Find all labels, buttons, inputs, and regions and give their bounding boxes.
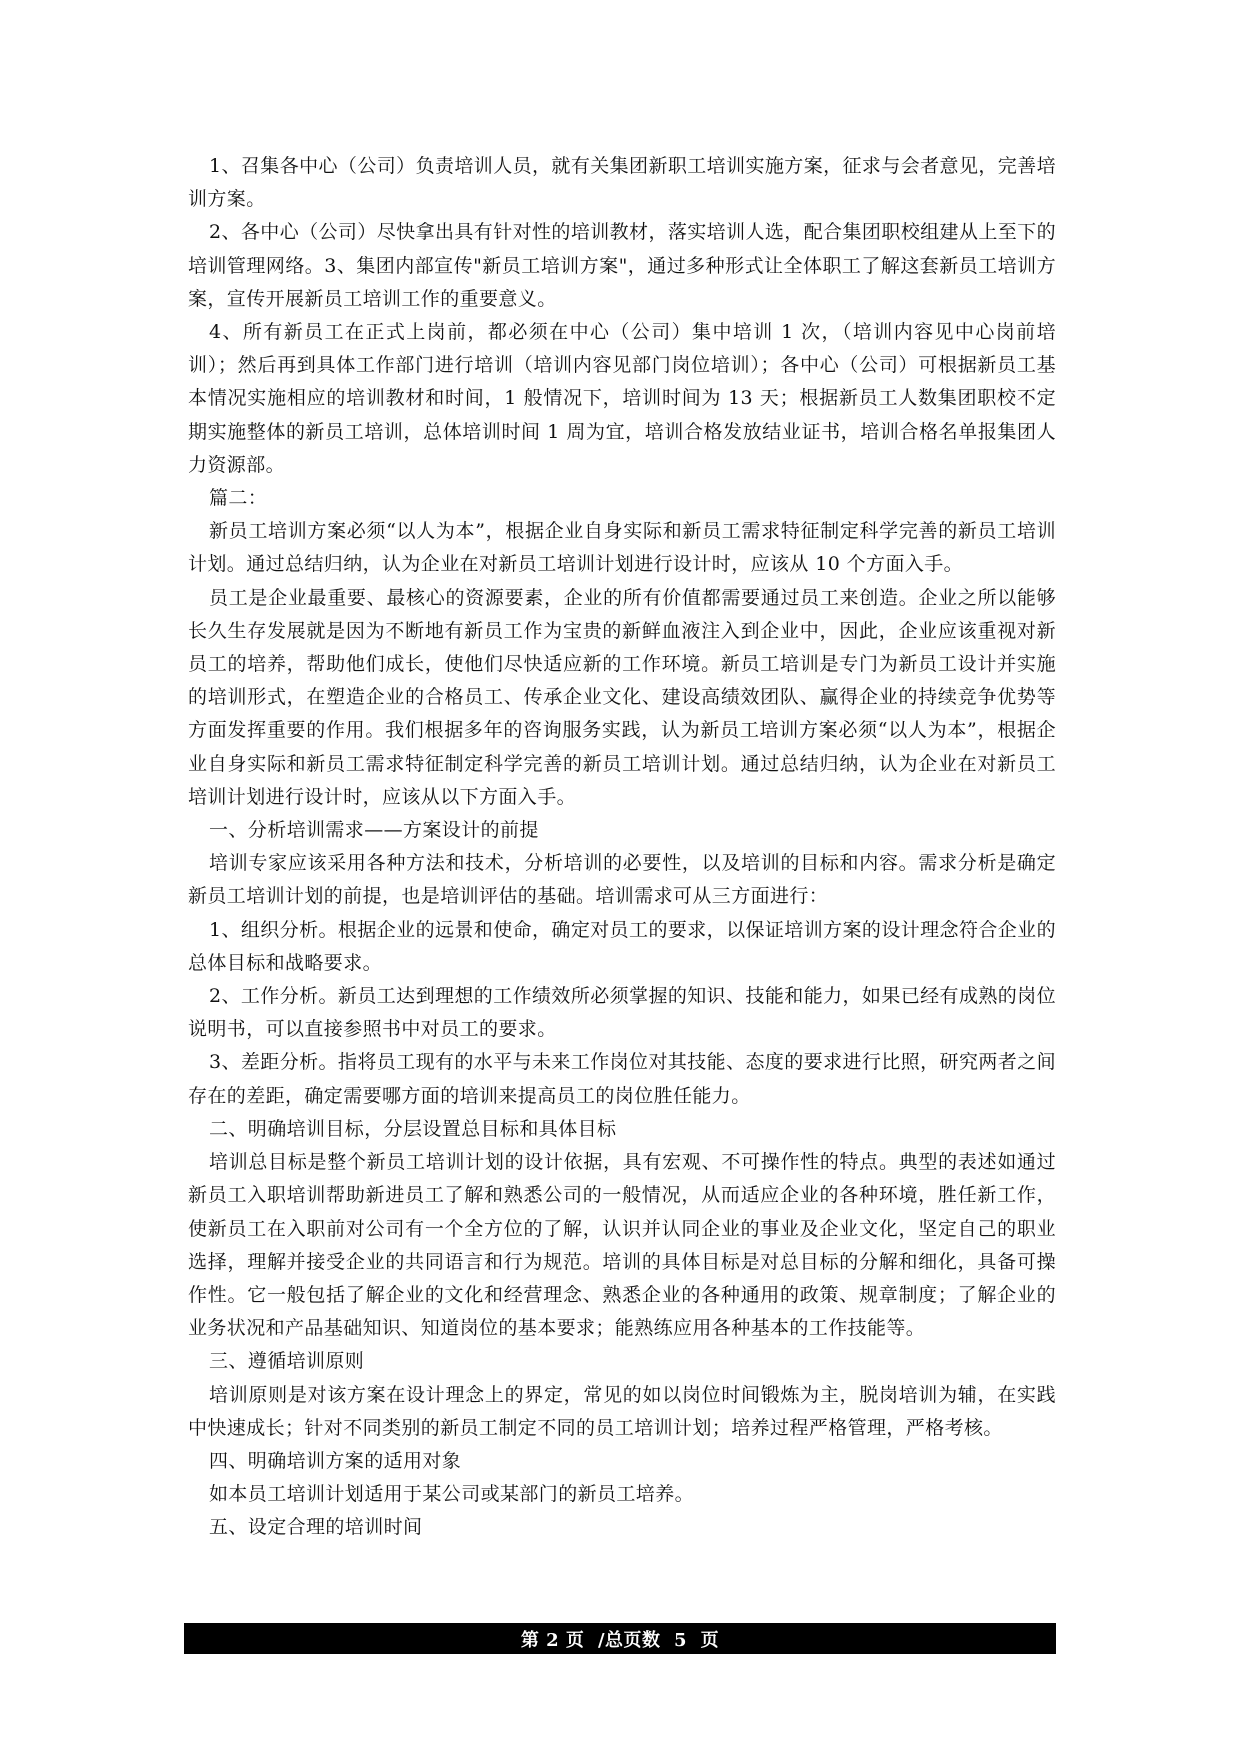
list-item: 1、组织分析。根据企业的远景和使命，确定对员工的要求，以保证培训方案的设计理念符合企业的总体目标和战略要求。 xyxy=(188,918,1056,974)
page-number-label: 第 2 页 /总页数 5 页 xyxy=(520,1629,720,1651)
paragraph: 新员工培训方案必须“以人为本”，根据企业自身实际和新员工需求特征制定科学完善的新员工培训计划。通过总结归纳，认为企业在对新员工培训计划进行设计时，应该从 10 个方面入手。 xyxy=(188,520,1056,576)
document-body xyxy=(188,150,1056,1545)
section-heading: 篇二： xyxy=(209,487,268,510)
section-heading: 三、遵循培训原则 xyxy=(209,1350,365,1373)
page-footer-bar xyxy=(184,1623,1056,1654)
paragraph: 1、召集各中心（公司）负责培训人员，就有关集团新职工培训实施方案，征求与会者意见，完善培训方案。 xyxy=(188,155,1056,211)
section-heading: 二、明确培训目标，分层设置总目标和具体目标 xyxy=(209,1117,617,1140)
list-item: 3、差距分析。指将员工现有的水平与未来工作岗位对其技能、态度的要求进行比照，研究两者之间存在的差距，确定需要哪方面的培训来提高员工的岗位胜任能力。 xyxy=(188,1051,1056,1107)
paragraph: 培训专家应该采用各种方法和技术，分析培训的必要性，以及培训的目标和内容。需求分析是确定新员工培训计划的前提，也是培训评估的基础。培训需求可从三方面进行： xyxy=(188,852,1056,908)
section-heading: 四、明确培训方案的适用对象 xyxy=(209,1449,462,1472)
paragraph: 如本员工培训计划适用于某公司或某部门的新员工培养。 xyxy=(209,1483,695,1506)
paragraph: 4、所有新员工在正式上岗前，都必须在中心（公司）集中培训 1 次，（培训内容见中心岗前培训）；然后再到具体工作部门进行培训（培训内容见部门岗位培训）；各中心（公司）可根据新员工基本情况实施相应的培训教材和时间，1 般情况下，培训时间为 13 天；根据新员工人数集团职校不定期实施整体的新员工培训，总体培训时间 1 周为宜，培训合格发放结业证书，培训合格名单报集团人力资源部。 xyxy=(188,321,1056,476)
list-item: 2、工作分析。新员工达到理想的工作绩效所必须掌握的知识、技能和能力，如果已经有成熟的岗位说明书，可以直接参照书中对员工的要求。 xyxy=(188,985,1056,1041)
paragraph: 培训总目标是整个新员工培训计划的设计依据，具有宏观、不可操作性的特点。典型的表述如通过新员工入职培训帮助新进员工了解和熟悉公司的一般情况，从而适应企业的各种环境，胜任新工作，使新员工在入职前对公司有一个全方位的了解，认识并认同企业的事业及企业文化，坚定自己的职业选择，理解并接受企业的共同语言和行为规范。培训的具体目标是对总目标的分解和细化，具备可操作性。它一般包括了解企业的文化和经营理念、熟悉企业的各种通用的政策、规章制度；了解企业的业务状况和产品基础知识、知道岗位的基本要求；能熟练应用各种基本的工作技能等。 xyxy=(188,1151,1056,1340)
section-heading: 一、分析培训需求——方案设计的前提 xyxy=(209,819,539,842)
paragraph: 培训原则是对该方案在设计理念上的界定，常见的如以岗位时间锻炼为主，脱岗培训为辅，在实践中快速成长；针对不同类别的新员工制定不同的员工培训计划；培养过程严格管理，严格考核。 xyxy=(188,1383,1056,1439)
paragraph: 2、各中心（公司）尽快拿出具有针对性的培训教材，落实培训人选，配合集团职校组建从上至下的培训管理网络。3、集团内部宣传"新员工培训方案"，通过多种形式让全体职工了解这套新员工培训方案，宣传开展新员工培训工作的重要意义。 xyxy=(188,221,1056,310)
section-heading: 五、设定合理的培训时间 xyxy=(209,1516,423,1539)
paragraph: 员工是企业最重要、最核心的资源要素，企业的所有价值都需要通过员工来创造。企业之所以能够长久生存发展就是因为不断地有新员工作为宝贵的新鲜血液注入到企业中，因此，企业应该重视对新员工的培养，帮助他们成长，使他们尽快适应新的工作环境。新员工培训是专门为新员工设计并实施的培训形式，在塑造企业的合格员工、传承企业文化、建设高绩效团队、赢得企业的持续竞争优势等方面发挥重要的作用。我们根据多年的咨询服务实践，认为新员工培训方案必须“以人为本”，根据企业自身实际和新员工需求特征制定科学完善的新员工培训计划。通过总结归纳，认为企业在对新员工培训计划进行设计时，应该从以下方面入手。 xyxy=(188,586,1056,808)
